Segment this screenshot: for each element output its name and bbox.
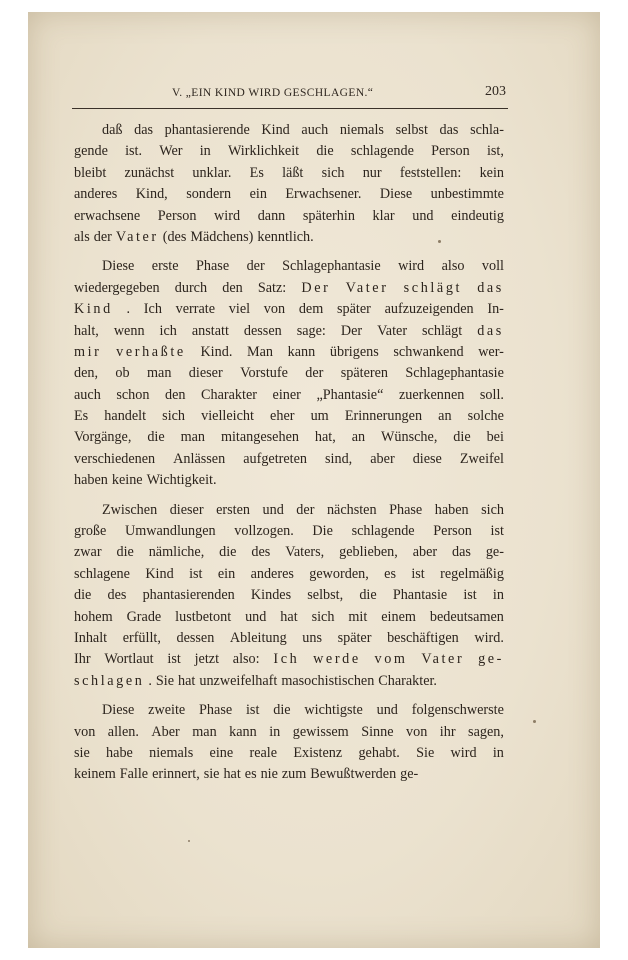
text-line: [74, 363, 504, 384]
word: unzweifelhaft: [199, 672, 278, 689]
word: selbst: [395, 122, 428, 138]
word: voll: [481, 258, 504, 275]
word: nämliche,: [148, 544, 205, 561]
word: Es: [74, 408, 89, 425]
word: sich: [311, 608, 335, 625]
word: allen.: [107, 723, 139, 740]
word: ge-: [485, 544, 504, 561]
word: soll.: [479, 386, 504, 403]
word: (des: [162, 228, 187, 245]
word: Phase: [389, 501, 423, 518]
word: ich: [159, 322, 177, 339]
word: unklar.: [192, 164, 232, 181]
word: dieser: [188, 365, 223, 382]
spaced-word: schlägt: [403, 279, 463, 296]
word: in: [269, 723, 281, 740]
word: schon: [116, 386, 150, 403]
text-line: [74, 342, 504, 363]
word: vollzogen.: [234, 523, 294, 540]
word: aber: [370, 450, 395, 467]
word: Es: [249, 164, 264, 181]
word: dieser: [169, 501, 204, 518]
word: nie: [260, 766, 278, 783]
word: die: [453, 429, 471, 446]
spaced-word: ge-: [478, 651, 504, 668]
word: ge-: [400, 766, 419, 783]
spaced-word: Der: [301, 279, 331, 296]
page-number: 203: [485, 84, 506, 99]
word: ob: [115, 365, 130, 382]
word: und: [245, 608, 267, 625]
word: Vorstufe: [240, 365, 288, 382]
word: zuerkennen: [398, 386, 465, 403]
spaced-word: schlagen: [74, 672, 145, 689]
word: wird.: [474, 629, 504, 646]
word: bedeutsamen: [429, 608, 504, 625]
word: sie: [203, 766, 220, 783]
word: Mädchens): [190, 228, 254, 245]
word: Diese: [102, 702, 135, 719]
word: mit: [348, 608, 368, 625]
paper-speck: [188, 840, 190, 842]
word: man: [146, 365, 172, 382]
text-line: [74, 184, 504, 205]
word: uns: [302, 629, 322, 646]
word: an: [438, 408, 452, 425]
spaced-word: Vater: [345, 279, 389, 296]
word: solche: [467, 408, 504, 425]
word: ist: [490, 523, 504, 540]
word: wird: [398, 258, 425, 275]
word: Vaters,: [285, 544, 325, 561]
word: selbst,: [307, 587, 344, 604]
word: der: [305, 365, 324, 382]
word: an: [351, 429, 366, 446]
word: schlagende: [351, 523, 415, 540]
text-line: [74, 722, 504, 743]
word: erwachsene: [74, 207, 141, 224]
word: eine: [209, 744, 234, 761]
text-line: [74, 449, 504, 470]
text-line: [74, 764, 504, 785]
spaced-word: werde: [313, 651, 361, 668]
word: ist.: [125, 143, 143, 160]
word: vielleicht: [201, 408, 254, 425]
word: aufgetreten: [243, 450, 308, 467]
word: wiedergegeben: [74, 279, 160, 296]
word: keine: [111, 472, 143, 489]
word: Diese: [379, 186, 413, 203]
word: nur: [362, 164, 382, 181]
word: Zweifel: [459, 450, 504, 467]
running-title: V. „EIN KIND WIRD GESCHLAGEN.“: [172, 87, 374, 99]
word: .: [148, 672, 152, 689]
word: handelt: [104, 408, 147, 425]
word: ist: [463, 587, 477, 604]
text-line: [74, 256, 504, 277]
word: sind,: [325, 450, 353, 467]
word: sage:: [296, 322, 326, 339]
word: und: [412, 207, 434, 224]
word: in: [199, 143, 211, 160]
text-line: [74, 227, 504, 248]
word: wenn: [113, 322, 145, 339]
word: sagen,: [468, 723, 504, 740]
word: Vater: [377, 322, 408, 339]
word: sich: [481, 501, 504, 518]
word: Sie: [155, 672, 175, 689]
word: den: [222, 279, 243, 296]
spaced-word: Vater: [115, 228, 159, 245]
word: den,: [74, 365, 99, 382]
word: phantasierenden: [142, 587, 235, 604]
word: wichtigste: [304, 702, 363, 719]
word: Kind: [261, 122, 290, 138]
word: Erinnerungen: [344, 408, 423, 425]
word: klar: [372, 207, 395, 224]
word: sich: [162, 408, 186, 425]
word: wird: [450, 744, 477, 761]
word: Sie: [416, 744, 435, 761]
word: gende: [74, 143, 108, 160]
word: haben: [434, 501, 469, 518]
word: bei: [486, 429, 504, 446]
word: auch: [74, 386, 101, 403]
spaced-word: vom: [374, 651, 408, 668]
word: kein: [479, 164, 504, 181]
paragraph: [74, 256, 504, 491]
word: verrate: [175, 301, 216, 318]
word: ist: [167, 651, 181, 668]
word: späteren: [340, 365, 389, 382]
word: das: [134, 122, 154, 138]
word: jetzt: [194, 651, 220, 668]
word: Aber: [151, 723, 180, 740]
word: den: [165, 386, 186, 403]
word: in: [492, 587, 504, 604]
word: übrigens: [329, 343, 379, 360]
word: feststellen:: [399, 164, 462, 181]
word: Der: [340, 322, 363, 339]
word: kann: [229, 723, 257, 740]
word: niemals: [149, 744, 194, 761]
body-text: [74, 120, 504, 794]
word: schlagene: [74, 565, 130, 582]
word: in: [492, 744, 504, 761]
word: um: [310, 408, 329, 425]
word: bleibt: [74, 164, 107, 181]
spaced-word: mir: [74, 343, 102, 360]
running-head: [72, 86, 508, 109]
word: lustbetont: [175, 608, 232, 625]
word: ist: [189, 565, 203, 582]
word: Umwandlungen: [124, 523, 216, 540]
word: läßt: [282, 164, 304, 181]
word: Wichtigkeit.: [146, 472, 217, 489]
word: Phantasie: [392, 587, 448, 604]
word: Schlagephantasie: [282, 258, 381, 275]
word: Wortlaut: [104, 651, 154, 668]
word: große: [74, 523, 107, 540]
word: ist,: [486, 143, 504, 160]
word: ein: [249, 186, 267, 203]
word: Wer: [159, 143, 183, 160]
paragraph: [74, 120, 504, 248]
text-line: [74, 321, 504, 342]
word: beschäftigen: [387, 629, 459, 646]
word: wird: [214, 207, 241, 224]
word: also:: [232, 651, 260, 668]
word: masochistischen: [281, 672, 375, 689]
word: Existenz: [293, 744, 343, 761]
word: Person: [433, 523, 472, 540]
word: auch: [301, 122, 329, 138]
text-line: [74, 427, 504, 448]
word: des: [251, 544, 271, 561]
word: erste: [151, 258, 179, 275]
text-line: [74, 649, 504, 670]
word: phantasierende: [164, 122, 250, 138]
spaced-word: das: [477, 279, 504, 296]
word: Satz:: [257, 279, 287, 296]
word: daß: [102, 122, 123, 138]
word: kenntlich.: [257, 228, 314, 245]
paragraph: [74, 700, 504, 786]
paragraph: [74, 500, 504, 693]
text-line: [74, 671, 504, 692]
word: anstatt: [191, 322, 229, 339]
word: der: [93, 228, 112, 245]
word: Schlagephantasie: [405, 365, 504, 382]
text-line: [74, 500, 504, 521]
word: Charakter: [201, 386, 257, 403]
word: es: [384, 565, 396, 582]
word: schlägt: [422, 322, 463, 339]
word: In-: [487, 301, 504, 318]
word: die: [359, 587, 377, 604]
word: Kind.: [200, 343, 233, 360]
word: des: [107, 587, 127, 604]
word: also: [441, 258, 465, 275]
word: „Phantasie“: [316, 386, 384, 403]
word: aber: [412, 544, 438, 561]
word: eher: [270, 408, 295, 425]
word: hat,: [314, 429, 336, 446]
word: niemals: [339, 122, 384, 138]
word: haben: [74, 472, 108, 489]
word: anderes: [74, 186, 118, 203]
word: .: [126, 301, 131, 318]
word: Die: [312, 523, 333, 540]
word: Grade: [126, 608, 162, 625]
spaced-word: Ich: [273, 651, 300, 668]
text-line: [74, 406, 504, 427]
word: Wirklichkeit: [227, 143, 300, 160]
word: der: [296, 501, 315, 518]
paper-speck: [533, 720, 536, 723]
word: sie: [74, 744, 90, 761]
word: ihr: [439, 723, 456, 740]
word: reale: [249, 744, 278, 761]
word: aufzuzeigenden: [384, 301, 474, 318]
word: regelmäßig: [440, 565, 504, 582]
text-line: [74, 141, 504, 162]
text-line: [74, 470, 504, 491]
word: Anlässen: [173, 450, 226, 467]
text-line: [74, 299, 504, 320]
word: halt,: [74, 322, 99, 339]
word: Ihr: [74, 651, 91, 668]
word: einer: [272, 386, 301, 403]
word: kann: [287, 343, 316, 360]
word: sondern: [186, 186, 232, 203]
word: es: [244, 766, 257, 783]
word: Falle: [119, 766, 149, 783]
word: ersten: [216, 501, 250, 518]
word: viel: [228, 301, 251, 318]
text-line: [74, 607, 504, 628]
word: Man: [247, 343, 274, 360]
word: als: [74, 228, 90, 245]
text-line: [74, 628, 504, 649]
word: gewissem: [292, 723, 349, 740]
word: die: [74, 587, 92, 604]
word: zweite: [148, 702, 186, 719]
word: durch: [174, 279, 208, 296]
text-line: [74, 120, 504, 141]
word: unbestimmte: [430, 186, 504, 203]
text-line: [74, 206, 504, 227]
word: Diese: [102, 258, 135, 275]
word: Charakter.: [378, 672, 437, 689]
word: von: [406, 723, 428, 740]
spaced-word: Kind: [74, 301, 113, 318]
word: wer-: [478, 343, 504, 360]
word: habe: [106, 744, 133, 761]
text-line: [74, 385, 504, 406]
text-line: [74, 542, 504, 563]
word: einem: [381, 608, 416, 625]
text-line: [74, 521, 504, 542]
word: schlagende: [350, 143, 414, 160]
word: man: [192, 723, 217, 740]
text-line: [74, 585, 504, 606]
word: dessen: [176, 629, 215, 646]
word: von: [74, 723, 96, 740]
word: nächsten: [326, 501, 377, 518]
word: gehabt.: [358, 744, 400, 761]
text-line: [74, 278, 504, 299]
word: Person: [431, 143, 470, 160]
word: dem: [298, 301, 324, 318]
word: erfüllt,: [122, 629, 161, 646]
word: Vorgänge,: [74, 429, 132, 446]
word: Bewußtwerden: [310, 766, 397, 783]
word: Ableitung: [229, 629, 287, 646]
word: zum: [281, 766, 307, 783]
text-line: [74, 564, 504, 585]
word: mitangesehen: [220, 429, 299, 446]
word: von: [263, 301, 286, 318]
word: verschiedenen: [74, 450, 156, 467]
word: Sinne: [361, 723, 394, 740]
word: Inhalt: [74, 629, 108, 646]
word: die: [273, 702, 291, 719]
word: Kind,: [135, 186, 168, 203]
word: eindeutig: [451, 207, 504, 224]
spaced-word: verhaßte: [116, 343, 186, 360]
word: und: [376, 702, 398, 719]
word: und: [262, 501, 284, 518]
word: Zwischen: [102, 501, 158, 518]
word: Kind: [145, 565, 174, 582]
word: Erwachsener.: [285, 186, 362, 203]
word: Phase: [196, 258, 230, 275]
word: hohem: [74, 608, 113, 625]
text-line: [74, 700, 504, 721]
word: diese: [412, 450, 442, 467]
word: Phase: [199, 702, 233, 719]
word: Wünsche,: [381, 429, 438, 446]
word: dann: [257, 207, 286, 224]
word: das: [439, 122, 459, 138]
word: die: [219, 544, 237, 561]
spaced-word: Vater: [421, 651, 465, 668]
text-line: [74, 743, 504, 764]
word: keinem: [74, 766, 116, 783]
word: Ich: [143, 301, 162, 318]
word: erinnert,: [152, 766, 200, 783]
word: anderes: [250, 565, 294, 582]
word: das: [452, 544, 471, 561]
word: hat: [280, 608, 298, 625]
word: dessen: [243, 322, 282, 339]
word: die: [147, 429, 165, 446]
text-line: [74, 163, 504, 184]
spaced-word: das: [477, 322, 504, 339]
word: ist: [245, 702, 260, 719]
word: die: [116, 544, 134, 561]
word: hat: [223, 766, 241, 783]
word: ist: [411, 565, 425, 582]
word: die: [316, 143, 334, 160]
word: der: [246, 258, 265, 275]
word: zunächst: [124, 164, 175, 181]
word: Person: [157, 207, 197, 224]
word: zwar: [74, 544, 102, 561]
word: geblieben,: [339, 544, 398, 561]
word: Kindes: [250, 587, 292, 604]
word: ein: [217, 565, 236, 582]
word: hat: [178, 672, 196, 689]
word: späterhin: [302, 207, 355, 224]
word: folgenschwerste: [411, 702, 504, 719]
word: später: [336, 301, 371, 318]
word: schla-: [470, 122, 504, 138]
word: sich: [321, 164, 345, 181]
word: später: [337, 629, 372, 646]
word: man: [180, 429, 206, 446]
word: schwankend: [393, 343, 464, 360]
word: geworden,: [309, 565, 369, 582]
